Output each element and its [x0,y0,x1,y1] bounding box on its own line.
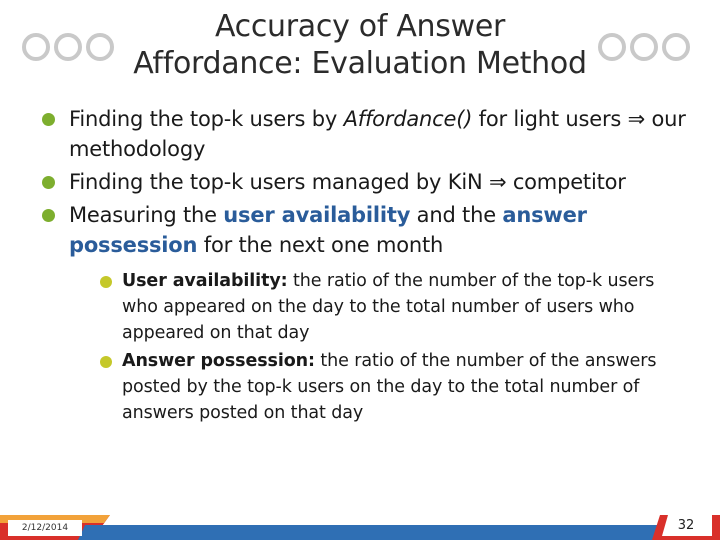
bullet-dot-icon [42,113,55,126]
footer-blue-stripe [78,525,720,540]
bullet-dot-icon [42,209,55,222]
sub-bullet-term: Answer possession: [122,351,315,371]
highlight-user-availability: user availability [223,203,411,227]
bullet-item [42,200,702,260]
bullet-dot-icon [42,176,55,189]
bullet-item [42,104,702,164]
sub-bullet-text: the ratio of the number of the top-k users who appeared on the day to the total number of users who appeared on that day [122,271,655,343]
decorative-circles-right [598,33,690,61]
bullet-text: Finding the top-k users managed by KiN ⇒ competitor [69,170,626,194]
slide-date: 2/12/2014 [8,520,82,536]
slide-content [42,104,702,426]
circle-icon [22,33,50,61]
bullet-item [42,167,702,197]
slide-title [110,8,610,82]
circle-icon [54,33,82,61]
sub-bullet-dot-icon [100,276,112,288]
bullet-text: and the [410,203,503,227]
sub-bullet-item [100,348,682,426]
bullet-text: for light users ⇒ our methodology [69,107,686,161]
circle-icon [630,33,658,61]
sub-bullet-text: the ratio of the number of the answers posted by the top-k users on the day to the total number of answers posted on that day [122,351,657,423]
sub-bullet-item [100,268,682,346]
page-number: 32 [677,518,695,533]
decorative-circles-left [22,33,114,61]
sub-bullet-term: User availability: [122,271,288,291]
sub-bullet-list [42,268,702,426]
bullet-text: Measuring the [69,203,224,227]
highlight-answer-possession: answer possession [69,203,587,257]
footer-decoration [0,515,720,540]
bullet-text: Finding the top-k users by [69,107,344,131]
title-line-1: Accuracy of Answer [214,9,506,44]
bullet-text: for the next one month [197,233,444,257]
title-line-2: Affordance: Evaluation Method [133,46,587,81]
bullet-italic-text: Affordance() [343,107,473,131]
sub-bullet-dot-icon [100,356,112,368]
circle-icon [662,33,690,61]
